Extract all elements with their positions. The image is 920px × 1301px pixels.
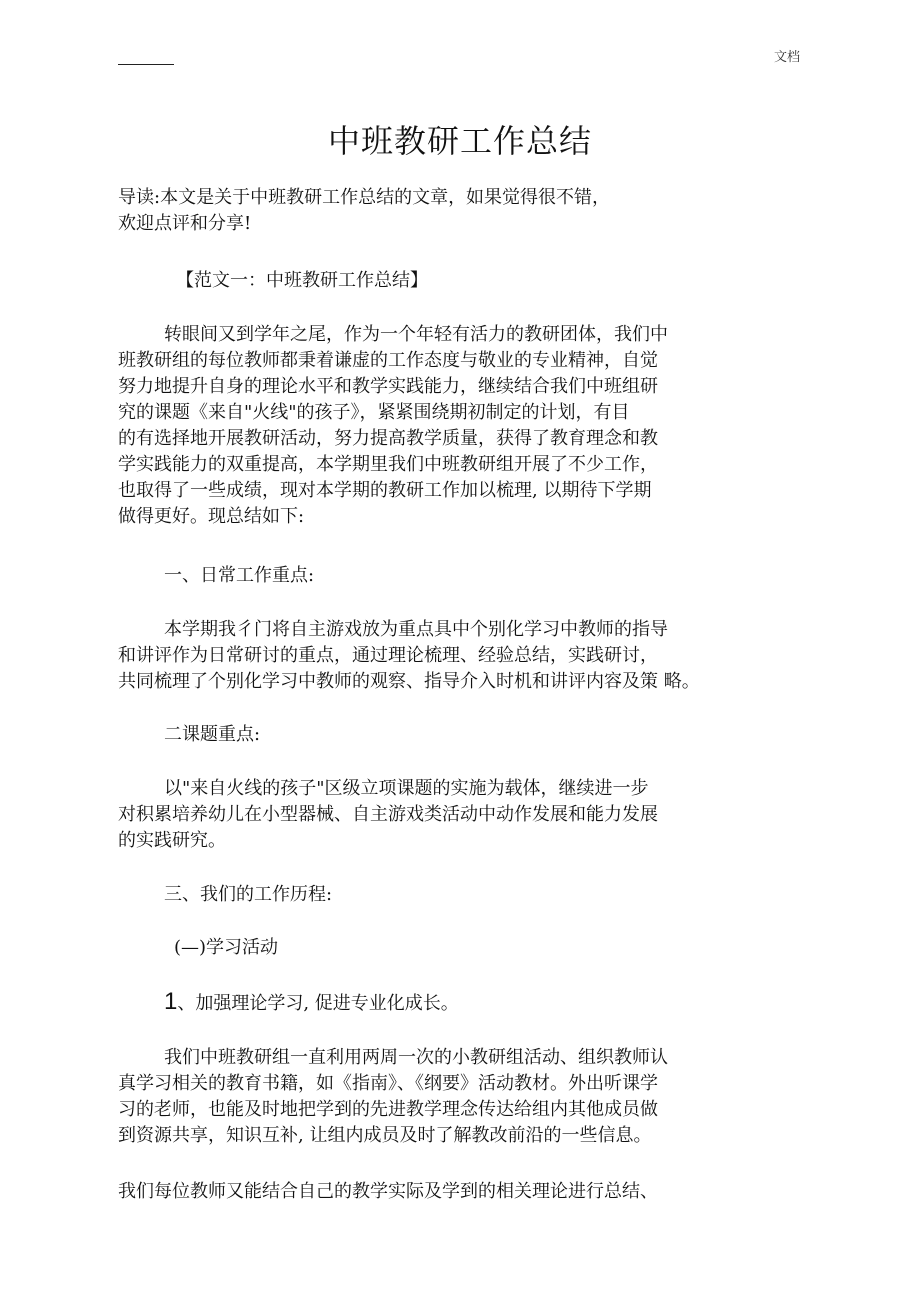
intro-line: 欢迎点评和分享! <box>118 213 252 234</box>
paragraph-5 <box>118 1179 808 1205</box>
paragraph-line: 我们每位教师又能结合自己的教学实际及学到的相关理论进行总结、 <box>118 1181 658 1202</box>
item-1-text: 、加强理论学习, 促进专业化成长。 <box>177 993 459 1014</box>
section-fanwen-label: 【范文一：中班教研工作总结】 <box>176 270 428 291</box>
paragraph-line: 共同梳理了个别化学习中教师的观察、指导介入时机和讲评内容及策 略。 <box>118 671 700 692</box>
header-label: 文档 <box>773 50 800 65</box>
heading-daily-work <box>118 563 808 589</box>
paragraph-line: 也取得了一些成绩，现对本学期的教研工作加以梳理, 以期待下学期 <box>118 480 652 501</box>
header-rule <box>118 64 174 65</box>
paragraph-line: 转眼间又到学年之尾，作为一个年轻有活力的教研团体，我们中 <box>164 324 668 345</box>
heading-research-topic <box>118 722 808 748</box>
intro-paragraph <box>118 185 808 237</box>
paragraph-4 <box>118 1045 808 1149</box>
paragraph-line: 努力地提升自身的理论水平和教学实践能力，继续结合我们中班组研 <box>118 376 658 397</box>
paragraph-line: 真学习相关的教育书籍，如《指南》、《纲要》活动教材。外出听课学 <box>118 1073 658 1094</box>
paragraph-line: 学实践能力的双重提高，本学期里我们中班教研组开展了不少工作， <box>118 454 658 475</box>
paragraph-line: 对积累培养幼儿在小型器械、自主游戏类活动中动作发展和能力发展 <box>118 804 658 825</box>
paragraph-line: 到资源共享，知识互补, 让组内成员及时了解教改前沿的一些信息。 <box>118 1125 652 1146</box>
item-1-heading <box>118 989 808 1015</box>
subheading-learning <box>118 935 808 961</box>
heading-work-history <box>118 882 808 908</box>
paragraph-1 <box>118 322 808 530</box>
paragraph-2 <box>118 617 808 695</box>
paragraph-3 <box>118 776 808 854</box>
paragraph-line: 我们中班教研组一直利用两周一次的小教研组活动、组织教师认 <box>164 1047 668 1068</box>
paragraph-line: 和讲评作为日常研讨的重点，通过理论梳理、经验总结，实践研讨， <box>118 645 658 666</box>
paragraph-line: 的实践研究。 <box>118 830 226 851</box>
item-1-line <box>118 989 808 1015</box>
paragraph-line: 究的课题《来自"火线"的孩子》，紧紧围绕期初制定的计划，有目 <box>118 402 630 423</box>
paragraph-line: 本学期我彳门将自主游戏放为重点具中个别化学习中教师的指导 <box>164 619 668 640</box>
paragraph-line: 班教研组的每位教师都秉着谦虚的工作态度与敬业的专业精神，自觉 <box>118 350 658 371</box>
section-heading: 一、日常工作重点: <box>164 565 315 586</box>
section-heading: 三、我们的工作历程: <box>164 884 333 905</box>
paragraph-line: 习的老师，也能及时地把学到的先进教学理念传达给组内其他成员做 <box>118 1099 658 1120</box>
paragraph-line: 以"来自火线的孩子"区级立项课题的实施为载体，继续进一步 <box>164 778 649 799</box>
intro-line: 导读:本文是关于中班教研工作总结的文章，如果觉得很不错， <box>118 187 611 208</box>
document-title: 中班教研工作总结 <box>327 122 592 160</box>
item-1-number: 1 <box>164 988 178 1015</box>
paragraph-line: 做得更好。现总结如下: <box>118 506 305 527</box>
section-heading: 二课题重点: <box>164 724 261 745</box>
subheading-label: (—)学习活动 <box>174 937 279 958</box>
section-fanwen-heading <box>118 268 808 294</box>
paragraph-line: 的有选择地开展教研活动，努力提高教学质量，获得了教育理念和教 <box>118 428 658 449</box>
